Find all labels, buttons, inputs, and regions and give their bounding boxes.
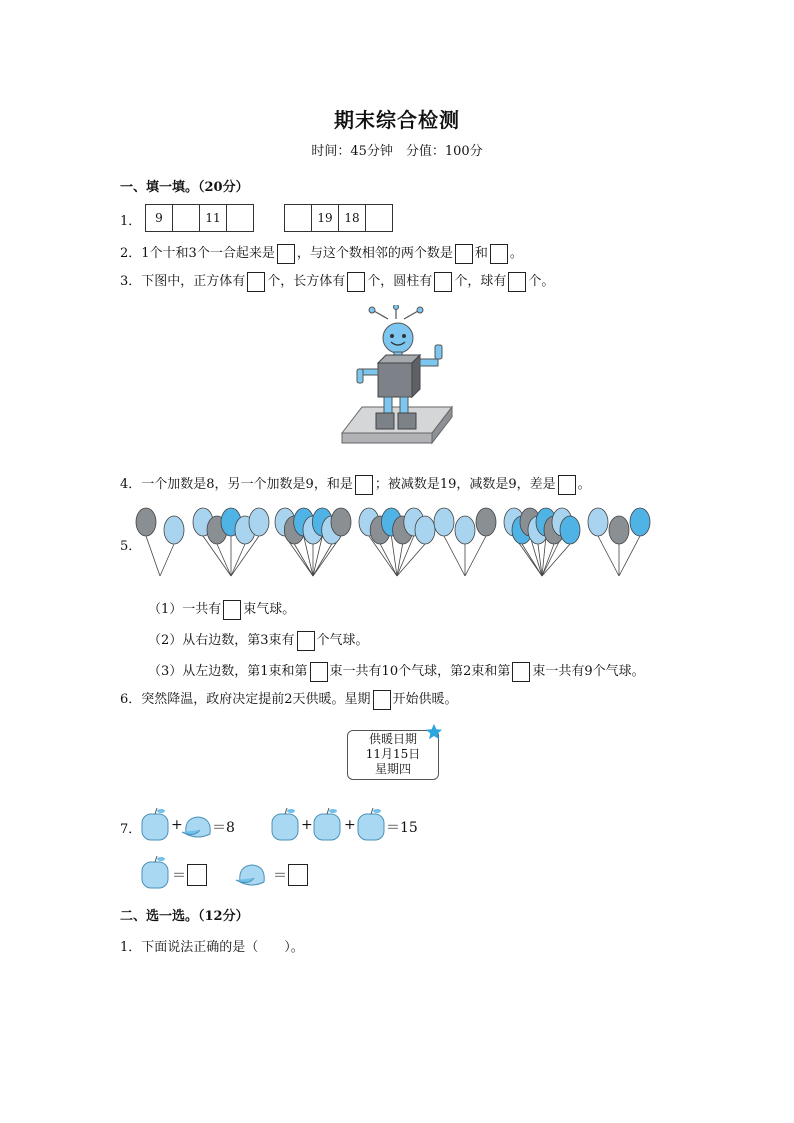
seq-b-cell[interactable] [285,205,312,231]
balloon [415,516,435,544]
answer-box[interactable] [187,864,207,886]
section-1-heading: 一、填一填。（20分） [120,180,249,195]
q4-text: ；被减数是19，减数是9，差是 [374,477,556,492]
equation-result: ＝15 [386,820,418,836]
question-5-1 [148,598,295,620]
balloon-bunch [136,508,184,576]
question-5-3 [148,660,645,682]
q6-text: 开始供暖。 [392,692,458,707]
plus-sign: + [344,817,356,833]
q3-text: 个，球有 [454,274,507,289]
q3-text: 3．下图中，正方体有 [120,274,246,289]
q5-text: 束气球。 [243,602,296,617]
apple-icon [272,808,298,840]
answer-box[interactable] [347,272,365,292]
answer-box[interactable] [277,244,295,264]
q5-number: 5． [120,539,142,554]
card-weekday: 星期四 [374,762,411,776]
section-2-heading: 二、选一选。（12分） [120,909,249,924]
seq-b-cell: 18 [339,205,366,231]
q3-text: 个，圆柱有 [367,274,433,289]
balloon [249,508,269,536]
seq-a-cell: 11 [200,205,227,231]
answer-box[interactable] [310,662,328,682]
seq-a-cell[interactable] [173,205,200,231]
section-2-question-1: 1．下面说法正确的是（ ）。 [120,940,304,955]
balloon [331,508,351,536]
q5-text: 个气球。 [316,633,369,648]
answer-box[interactable] [297,631,315,651]
robot-illustration [338,305,458,447]
answer-box[interactable] [490,244,508,264]
q7-number: 7． [120,822,142,837]
answer-box[interactable] [223,600,241,620]
apple-icon [142,856,168,888]
q2-text: 。 [509,246,523,261]
q5-text: 束一共有9个气球。 [532,664,645,679]
balloon-bunch [434,508,496,576]
number-sequence-a [145,204,254,232]
balloon-bunch [359,508,435,576]
balloon [476,508,496,536]
q5-text: （3）从左边数，第1束和第 [148,664,308,679]
answer-box[interactable] [247,272,265,292]
equals-sign: ＝ [273,868,287,884]
peach-icon [182,817,210,837]
apple-icon [314,808,340,840]
answer-box[interactable] [512,662,530,682]
question-6 [120,688,458,710]
q4-text: 4．一个加数是8，另一个加数是9，和是 [120,477,353,492]
question-5-2 [148,629,369,651]
answer-box[interactable] [558,475,576,495]
apple-icon [142,808,168,840]
balloon-bunch [504,508,580,576]
number-sequence-b [284,204,393,232]
balloon-bunch [588,508,650,576]
question-3 [120,270,554,292]
answer-box[interactable] [373,690,391,710]
q5-text: （1）一共有 [148,602,222,617]
balloon [136,508,156,536]
balloon [560,516,580,544]
answer-box[interactable] [288,864,308,886]
equation-result: ＝8 [212,820,235,836]
balloon [455,516,475,544]
star-icon [425,723,443,741]
page-title: 期末综合检测 [334,108,460,132]
balloon [434,508,454,536]
peach-icon [236,865,264,885]
q4-text: 。 [577,477,591,492]
q5-text: 束一共有10个气球，第2束和第 [329,664,511,679]
question-4 [120,473,591,495]
q1-number: 1． [120,214,142,229]
q6-text: 6．突然降温，政府决定提前2天供暖。星期 [120,692,371,707]
q3-text: 个，长方体有 [267,274,346,289]
q2-text: 和 [474,246,488,261]
answer-box[interactable] [508,272,526,292]
q3-text: 个。 [528,274,555,289]
seq-b-cell[interactable] [366,205,392,231]
balloon [630,508,650,536]
exam-info: 时间：45分钟 分值：100分 [311,144,483,159]
question-2 [120,242,523,264]
answer-box[interactable] [355,475,373,495]
equals-sign: ＝ [172,868,186,884]
q2-text: 2．1个十和3个一合起来是 [120,246,275,261]
balloon-bunches [135,500,655,582]
answer-box[interactable] [434,272,452,292]
q5-text: （2）从右边数，第3束有 [148,633,295,648]
balloon [164,516,184,544]
balloon [609,516,629,544]
balloon-bunch [275,508,351,576]
apple-icon [358,808,384,840]
card-title: 供暖日期 [368,732,417,746]
answer-box[interactable] [455,244,473,264]
seq-a-cell: 9 [146,205,173,231]
seq-a-cell[interactable] [227,205,253,231]
plus-sign: + [171,817,183,833]
balloon-bunch [193,508,269,576]
plus-sign: + [301,817,313,833]
card-date: 11月15日 [365,747,421,761]
balloon [588,508,608,536]
q2-text: ，与这个数相邻的两个数是 [296,246,453,261]
seq-b-cell: 19 [312,205,339,231]
